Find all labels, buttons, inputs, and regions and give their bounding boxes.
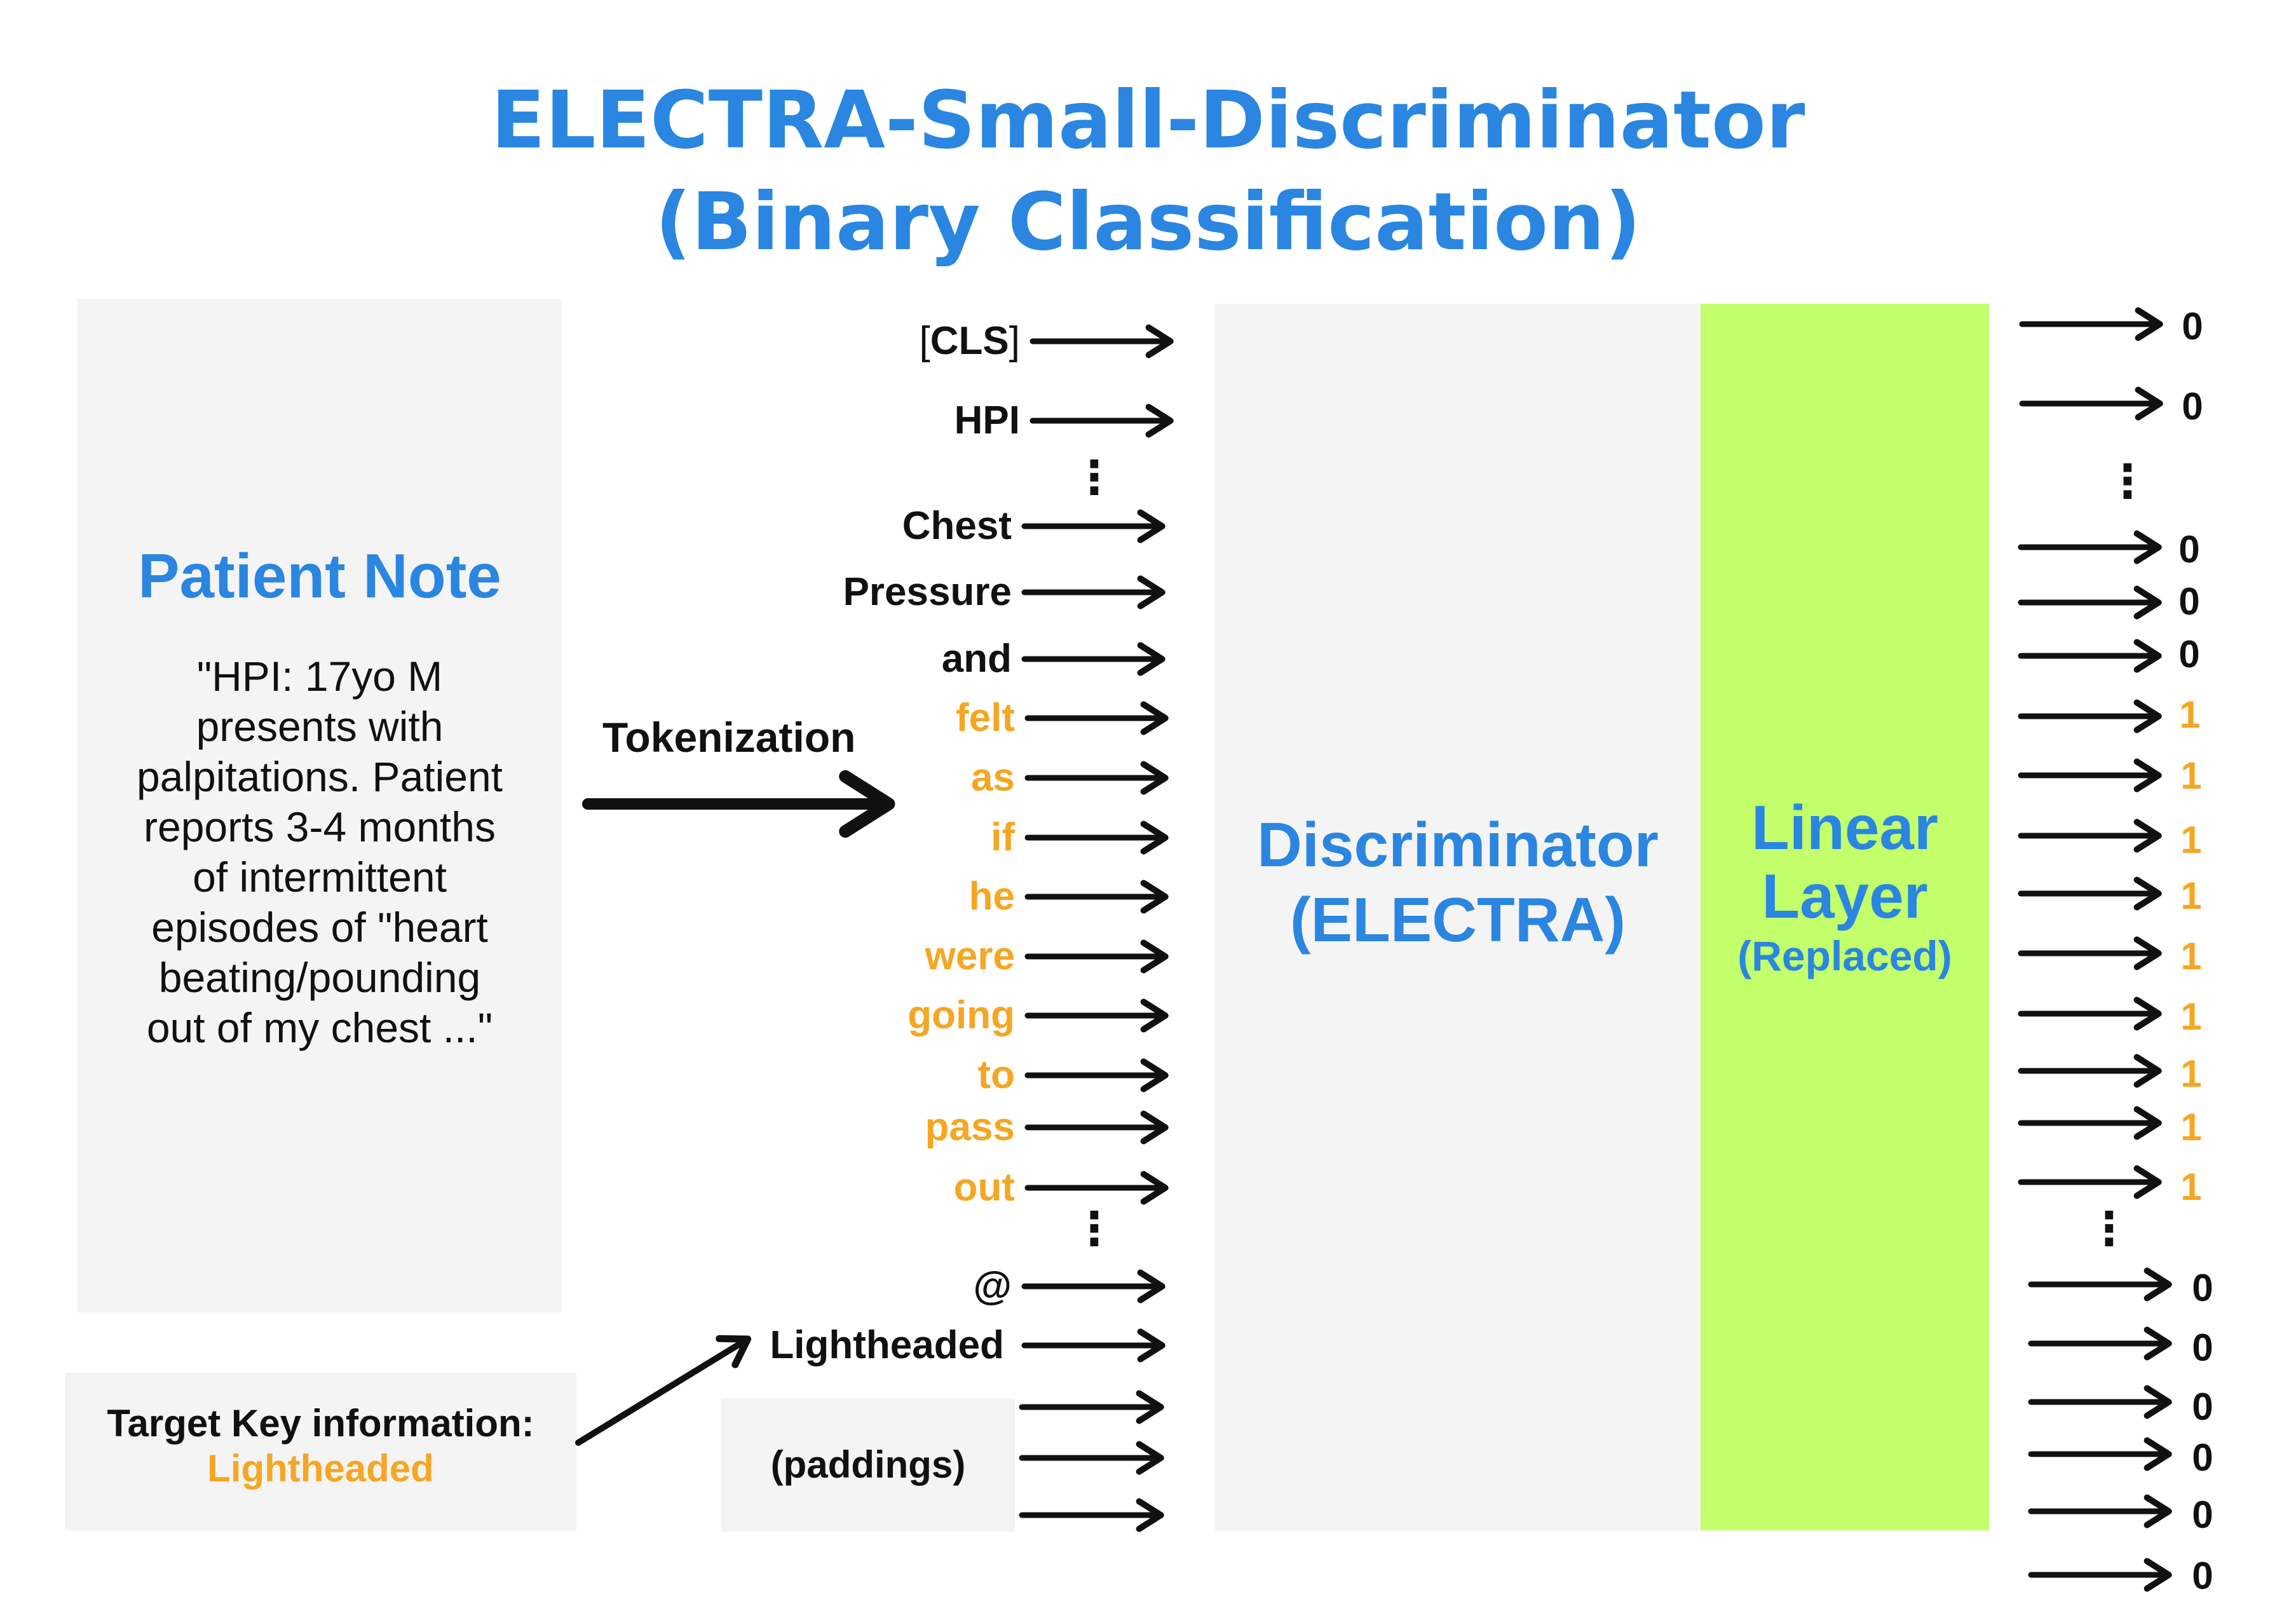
- token-felt: felt: [956, 696, 1015, 740]
- token-ellipsis: ⋮: [1071, 452, 1117, 503]
- token-if: if: [991, 815, 1015, 859]
- output-label: 1: [2180, 935, 2202, 977]
- token-at: @: [973, 1264, 1012, 1308]
- patient-note-heading: Patient Note: [138, 541, 501, 611]
- output-label: 0: [2182, 385, 2203, 428]
- token-out: out: [953, 1166, 1015, 1209]
- paddings-label: (paddings): [770, 1443, 966, 1486]
- note-line: "HPI: 17yo M: [196, 653, 443, 700]
- title-line-1: ELECTRA-Small-Discriminator: [491, 74, 1805, 167]
- output-label: 1: [2180, 754, 2202, 797]
- token-pressure: Pressure: [843, 570, 1012, 614]
- target-key-value: Lightheaded: [207, 1447, 434, 1490]
- token-were: were: [925, 934, 1015, 978]
- output-label: 1: [2180, 1166, 2202, 1208]
- output-label: 0: [2192, 1555, 2213, 1597]
- output-label: 0: [2182, 305, 2203, 348]
- note-line: out of my chest ...": [146, 1004, 493, 1051]
- token-he: he: [968, 874, 1015, 918]
- token-lightheaded: Lightheaded: [770, 1323, 1004, 1367]
- output-label: 0: [2178, 580, 2200, 623]
- note-line: presents with: [196, 703, 444, 750]
- note-line: beating/pounding: [158, 954, 481, 1001]
- token-pass: pass: [925, 1105, 1015, 1149]
- bracket: [: [919, 319, 930, 363]
- output-label: 0: [2192, 1436, 2213, 1479]
- output-label: 1: [2180, 819, 2202, 861]
- bracket: ]: [1009, 319, 1020, 363]
- token-going: going: [907, 993, 1015, 1037]
- output-label: 0: [2192, 1385, 2213, 1428]
- token-as: as: [971, 756, 1015, 800]
- output-label: 1: [2180, 995, 2202, 1038]
- note-line: palpitations. Patient: [136, 753, 503, 800]
- token-to: to: [977, 1053, 1015, 1097]
- target-key-label: Target Key information:: [107, 1402, 534, 1445]
- output-label: 1: [2180, 874, 2202, 917]
- output-label: 0: [2192, 1494, 2213, 1536]
- output-label: 1: [2179, 693, 2201, 736]
- token-hpi: HPI: [954, 398, 1020, 442]
- note-line: reports 3-4 months: [144, 803, 496, 850]
- discriminator-sublabel: (ELECTRA): [1289, 885, 1626, 955]
- title-line-2: (Binary Classification): [655, 176, 1641, 268]
- output-label: 1: [2180, 1052, 2202, 1095]
- note-line: of intermittent: [193, 854, 447, 901]
- cls-text: CLS: [930, 319, 1009, 363]
- token-ellipsis: ⋮: [1071, 1204, 1117, 1255]
- linear-layer-label: Linear: [1751, 793, 1939, 862]
- output-label: 0: [2192, 1267, 2213, 1309]
- discriminator-label: Discriminator: [1257, 810, 1659, 880]
- target-link-arrow: [578, 1340, 747, 1443]
- tokenization-label: Tokenization: [602, 714, 856, 761]
- output-label: 1: [2180, 1106, 2202, 1148]
- output-label: 0: [2178, 528, 2200, 571]
- output-ellipsis: ⋮: [2105, 456, 2150, 507]
- output-ellipsis: ⋮: [2086, 1204, 2132, 1255]
- token-and: and: [941, 637, 1012, 681]
- note-line: episodes of "heart: [151, 904, 488, 951]
- output-label: 0: [2178, 633, 2200, 676]
- token-chest: Chest: [902, 504, 1012, 548]
- linear-layer-label-2: Layer: [1762, 861, 1928, 931]
- linear-layer-sublabel: (Replaced): [1737, 932, 1952, 979]
- output-label: 0: [2192, 1326, 2213, 1369]
